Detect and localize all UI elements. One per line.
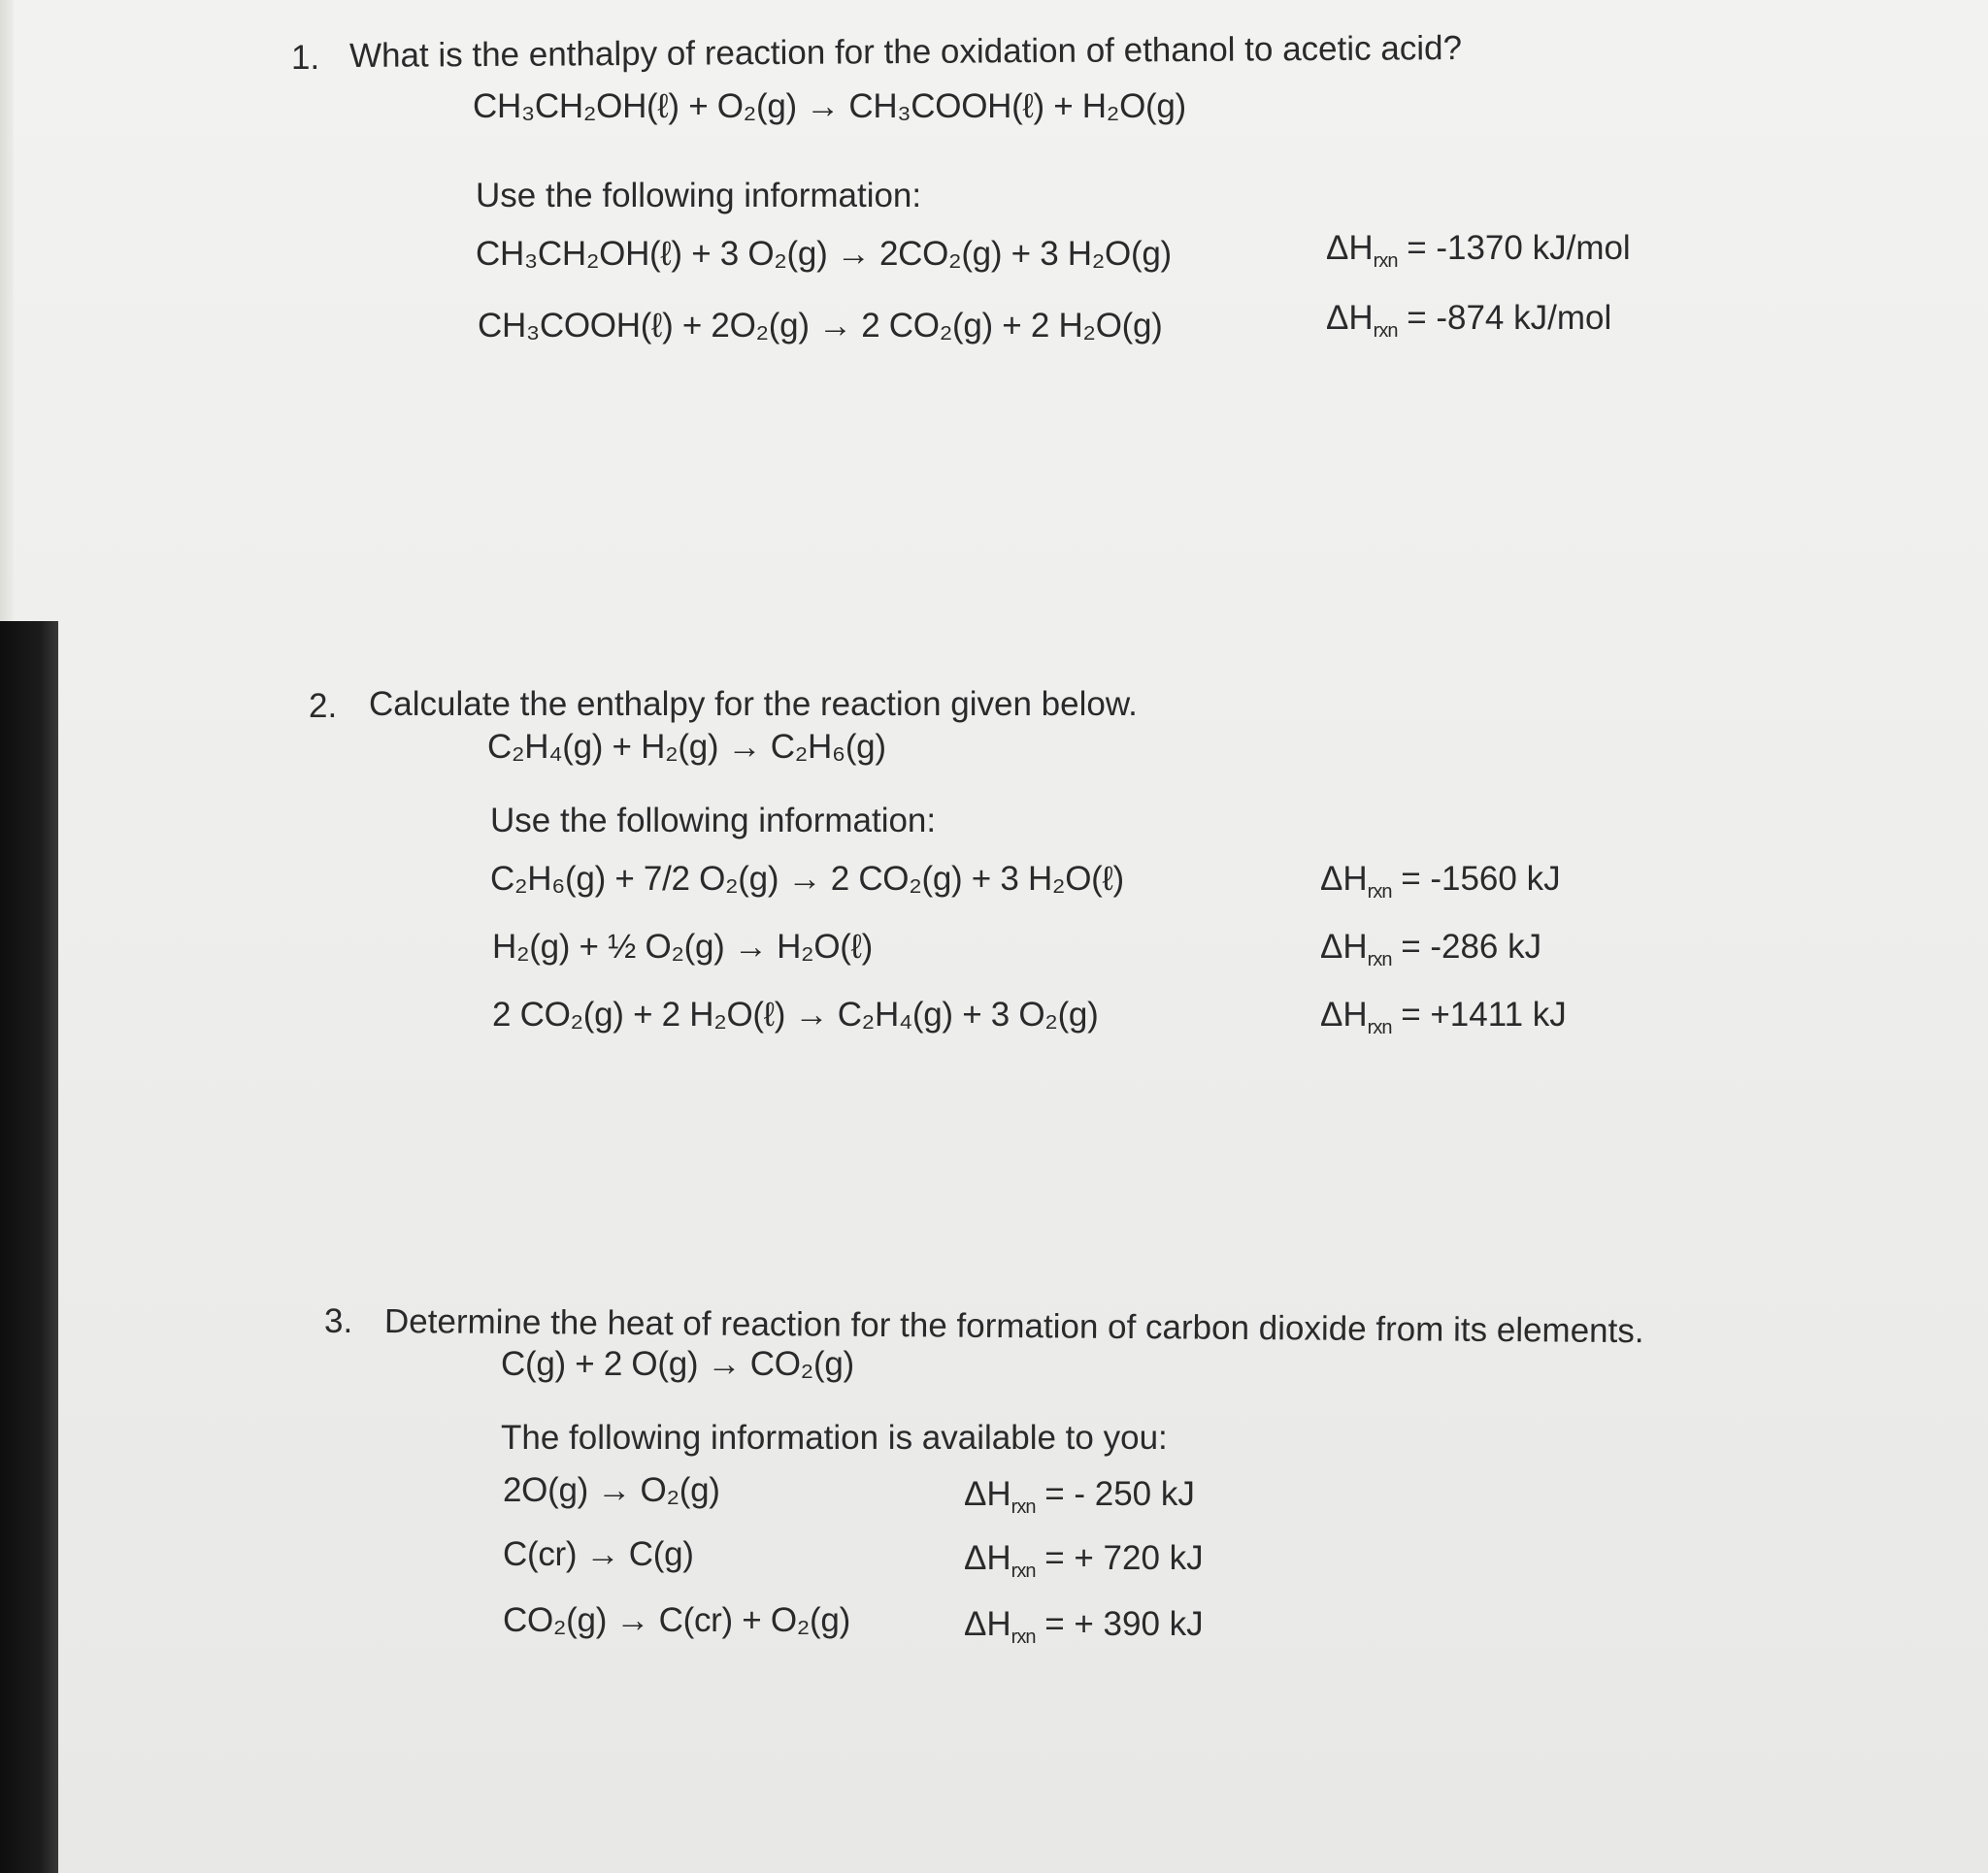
question-prompt: Determine the heat of reaction for the formation of carbon dioxide from its elements. [383,1302,1644,1351]
enthalpy-value [964,1607,1204,1647]
delta-h-symbol: ΔH [1320,860,1368,898]
enthalpy-value [1326,301,1611,341]
page-shadow-edge [0,0,14,621]
delta-h-value: = -1560 kJ [1401,860,1561,898]
delta-h-subscript: rxn [1011,1627,1036,1648]
given-equation: CO₂(g) → C(cr) + O₂(g) [503,1601,850,1639]
delta-h-subscript: rxn [1373,250,1398,272]
enthalpy-value [1320,998,1567,1037]
enthalpy-value [1326,231,1631,271]
target-equation: C(g) + 2 O(g) → CO₂(g) [501,1345,854,1383]
enthalpy-value [964,1477,1195,1517]
delta-h-subscript: rxn [1373,320,1398,342]
given-equation: CH₃COOH(ℓ) + 2O₂(g) → 2 CO₂(g) + 2 H₂O(g) [478,307,1163,345]
delta-h-subscript: rxn [1367,1017,1392,1038]
given-equation: H₂(g) + ½ O₂(g) → H₂O(ℓ) [492,928,873,966]
given-equation: C₂H₆(g) + 7/2 O₂(g) → 2 CO₂(g) + 3 H₂O(ℓ) [490,860,1124,898]
question-number: 3. [324,1302,353,1340]
enthalpy-value [1320,930,1541,969]
delta-h-value: = + 720 kJ [1044,1539,1204,1577]
delta-h-value: = -874 kJ/mol [1407,299,1612,337]
given-equation: 2O(g) → O₂(g) [503,1471,720,1509]
target-equation: C₂H₄(g) + H₂(g) → C₂H₆(g) [487,728,886,766]
question-prompt: What is the enthalpy of reaction for the oxidation of ethanol to acetic acid? [348,29,1463,75]
target-equation: CH₃CH₂OH(ℓ) + O₂(g) → CH₃COOH(ℓ) + H₂O(g) [473,87,1186,125]
enthalpy-value [964,1541,1204,1581]
enthalpy-value [1320,862,1561,902]
given-equation: 2 CO₂(g) + 2 H₂O(ℓ) → C₂H₄(g) + 3 O₂(g) [492,996,1099,1034]
question-number: 2. [309,687,338,725]
info-label: Use the following information: [490,802,937,839]
delta-h-symbol: ΔH [1320,996,1368,1034]
delta-h-value: = - 250 kJ [1044,1475,1195,1513]
delta-h-subscript: rxn [1367,949,1392,970]
delta-h-symbol: ΔH [964,1475,1011,1513]
delta-h-subscript: rxn [1011,1496,1036,1518]
dark-background-edge [0,621,58,1873]
delta-h-symbol: ΔH [964,1539,1011,1577]
info-label: The following information is available to you: [501,1419,1168,1457]
given-equation: C(cr) → C(g) [503,1535,694,1573]
delta-h-value: = +1411 kJ [1401,996,1567,1034]
info-label: Use the following information: [476,177,922,214]
question-number: 1. [291,39,320,77]
delta-h-symbol: ΔH [1320,928,1368,966]
delta-h-subscript: rxn [1367,881,1392,903]
given-equation: CH₃CH₂OH(ℓ) + 3 O₂(g) → 2CO₂(g) + 3 H₂O(g) [476,235,1172,273]
delta-h-symbol: ΔH [1326,299,1374,337]
delta-h-symbol: ΔH [1326,229,1374,267]
delta-h-value: = -1370 kJ/mol [1407,229,1631,267]
delta-h-value: = + 390 kJ [1044,1605,1204,1643]
delta-h-symbol: ΔH [964,1605,1011,1643]
delta-h-subscript: rxn [1011,1561,1036,1582]
delta-h-value: = -286 kJ [1401,928,1542,966]
question-prompt: Calculate the enthalpy for the reaction given below. [369,685,1138,723]
